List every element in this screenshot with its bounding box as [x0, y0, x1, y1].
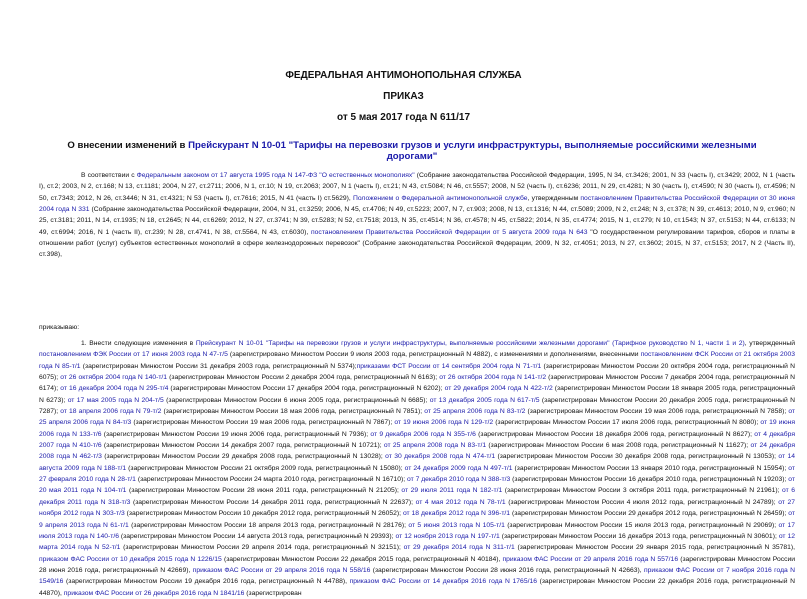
- amendment-link[interactable]: от 14 августа 2009 года N 188-т/1: [39, 453, 795, 472]
- amendment-link[interactable]: от 29 июля 2011 года N 182-т/1: [401, 487, 503, 495]
- item-text: (зарегистрирован Минюстом России 16 декабря 2013 года, регистрационный N 30601);: [499, 532, 779, 540]
- amendment-link[interactable]: от 4 декабря 2007 года N 410-т/6: [39, 430, 796, 450]
- item-text: (зарегистрирован Минюстом России 28 июня 2016 года, регистрационный N 42669),: [39, 555, 796, 574]
- item-text: (зарегистрировано Минюстом России 9 июля 2003 года, регистрационный N 4882), с изменениями и дополнениями, внесенными: [227, 351, 641, 359]
- amendment-link[interactable]: приказом ФАС России от 10 декабря 2015 года N 1226/15: [39, 555, 222, 563]
- amendment-link[interactable]: от 9 декабря 2006 года N 355-т/6: [370, 430, 476, 438]
- item-text: (зарегистрирован Минюстом России 20 декабря 2005 года, регистрационный N 7287);: [39, 396, 795, 416]
- item-text: (зарегистрирован Минюстом России 19 мая 2006 года, регистрационный N 7867);: [131, 419, 395, 427]
- item-text: , утвержденный: [744, 340, 795, 347]
- item-text: (зарегистрирован Минюстом России 22 декабря 2015 года, регистрационный N 40184),: [221, 555, 503, 563]
- item-text: (зарегистрирован Минюстом России 3 октября 2011 года, регистрационный N 21961);: [502, 487, 783, 495]
- item-text: (зарегистрирован Минюстом России 10 декабря 2012 года, регистрационный N 26052);: [124, 510, 403, 518]
- amendment-link[interactable]: постановлением ФСК России от 21 октября 2003 года N 85-т/1: [39, 351, 796, 370]
- preamble-text: "О государственном регулировании тарифов, сборов и платы в отношении работ (услуг) субъектов естественных монополий в сфере железнодорожных перевозок" (Собрание законодательства Российской Федерации, 2009, N 32, ст.4051; 2013, N 27, ст.3602; 2015, N 37, ст.5153; 2017, N 2 (Часть II), ст.398),: [39, 228, 795, 259]
- item-text: (зарегистрирован Минюстом России 29 апреля 2014 года, регистрационный N 32151);: [120, 544, 404, 552]
- amendment-link[interactable]: приказом ФАС России от 29 апреля 2016 года N 557/16: [502, 555, 679, 563]
- amendment-link[interactable]: от 12 ноября 2013 года N 197-т/1: [395, 532, 500, 540]
- government-decree-643-link[interactable]: постановлением Правительства Российской Федерации от 5 августа 2009 года N 643: [310, 228, 588, 236]
- amendment-link[interactable]: Прейскурант N 10-01 "Тарифы на перевозки грузов и услуги инфраструктуры, выполняемые российскими железными дорогами" (Тарифное руководство N 1, части 1 и 2): [195, 340, 745, 347]
- item-text: (зарегистрирован Минюстом России 31 декабря 2003 года, регистрационный N 5374);: [80, 362, 357, 370]
- amendment-link[interactable]: от 26 октября 2004 года N 140-т/1: [60, 374, 168, 382]
- amendment-link[interactable]: от 9 апреля 2013 года N 61-т/1: [39, 510, 795, 529]
- preamble-text: В соответствии с: [81, 172, 137, 179]
- item-text: (зарегистрирован Минюстом России 15 июля 2013 года, регистрационный N 29069);: [504, 521, 779, 529]
- item-text: (зарегистрирован Минюстом России 13 января 2010 года, регистрационный N 15954);: [512, 464, 789, 472]
- item-text: 1. Внести следующие изменения в: [81, 340, 196, 347]
- document-type: ПРИКАЗ: [383, 91, 424, 102]
- item-text: (зарегистрирован Минюстом России 4 июля 2012 года, регистрационный N 24789);: [505, 498, 779, 506]
- item-text: (зарегистрирован Минюстом России 29 декабря 2012 года, регистрационный N 26459);: [510, 510, 789, 518]
- amendment-link[interactable]: приказами ФСТ России от 14 сентября 2004 года N 71-т/1: [356, 362, 542, 370]
- amendment-link[interactable]: от 29 декабря 2014 года N 311-т/1: [403, 544, 515, 552]
- amendment-link[interactable]: от 12 марта 2014 года N 52-т/1: [39, 532, 796, 552]
- amendment-link[interactable]: от 19 июня 2006 года N 129-т/2: [394, 419, 494, 427]
- federal-law-link[interactable]: Федеральным законом от 17 августа 1995 года N 147-ФЗ "О естественных монополиях": [136, 172, 415, 179]
- amendment-link[interactable]: от 24 декабря 2009 года N 497-т/1: [404, 464, 513, 472]
- preamble-text: (Собрание законодательства Российской Федерации, 2004, N 31, ст.3259; 2006, N 45, ст.4706; N 49, ст.5223; 2007, N 7, ст.903; 2008, N 13, ст.1316; N 44, ст.5089; 2009, N 2, ст.248; N 3, ст.378; N 39, ст.4613; 2010, N 9, ст.960; N 25, ст.3181; 2011, N 14, ст.1935; N 18, ст.2645; N 44, ст.6269; 2012, N 27, ст.3741; N 39, ст.5283; N 52, ст.7518; 2013, N 35, ст.4514; N 36, ст.4578; N 45, ст.5822; 2014, N 35, ст.4774; 2015, N 1, ст.279; N 10, ст.1543; N 37, ст.5153; N 44, ст.6133; N 49, ст.6994; 2016, N 1 (часть II), ст.239; N 28, ст.4741, N 38, ст.5564, N 43, ст.6030),: [39, 206, 795, 236]
- item-text: (зарегистрирован Минюстом России 19 мая 2006 года, регистрационный N 7858);: [525, 408, 789, 416]
- amendment-link[interactable]: от 27 февраля 2010 года N 28-т/1: [39, 464, 795, 484]
- subject-prefix: О внесении изменений в: [67, 140, 189, 151]
- item-text: (зарегистрирован Минюстом России 16 декабря 2010 года, регистрационный N 19203);: [510, 476, 789, 484]
- item-text: (зарегистрирован Минюстом России 28 июня 2016 года, регистрационный N 42663),: [370, 566, 645, 574]
- item-text: (зарегистрирован Минюстом России 28 июня 2011 года, регистрационный N 21205);: [126, 487, 402, 495]
- item-text: (зарегистрирован: [244, 589, 302, 597]
- amendment-link[interactable]: от 17 июля 2013 года N 140-т/6: [39, 521, 795, 540]
- amendment-link[interactable]: от 19 июня 2006 года N 133-т/6: [39, 419, 796, 438]
- item-text: (зарегистрирован Минюстом России 29 декабря 2008 года, регистрационный N 13028);: [101, 453, 386, 461]
- item-text: (зарегистрирован Минюстом России 24 марта 2010 года, регистрационный N 16710);: [135, 476, 407, 484]
- item-text: (зарегистрирован Минюстом России 6 июня 2005 года, регистрационный N 6685);: [163, 396, 430, 404]
- fas-regulation-link[interactable]: Положением о Федеральной антимонопольной службе: [352, 194, 528, 202]
- amendment-link[interactable]: от 25 апреля 2006 года N 83-т/2: [424, 408, 526, 416]
- amendment-link[interactable]: от 25 апреля 2008 года N 83-т/1: [383, 442, 487, 450]
- amendment-link[interactable]: от 17 мая 2005 года N 204-т/5: [67, 396, 164, 404]
- document-date-number: от 5 мая 2017 года N 611/17: [336, 112, 471, 123]
- item-text: (зарегистрирован Минюстом России 19 декабря 2016 года, регистрационный N 44788),: [63, 578, 350, 586]
- item-text: (зарегистрирован Минюстом России 19 июня 2006 года, регистрационный N 7936);: [101, 430, 371, 438]
- amendment-link[interactable]: постановлением ФЭК России от 17 июня 2003 года N 47-т/5: [39, 351, 228, 359]
- amendment-link[interactable]: от 26 октября 2004 года N 141-т/2: [439, 374, 547, 382]
- item-text: (зарегистрирован Минюстом России 22 декабря 2016 года, регистрационный N 44870),: [39, 578, 795, 597]
- preamble-text: , утвержденным: [527, 194, 581, 202]
- item-text: (зарегистрирован Минюстом России 20 октября 2004 года, регистрационный N 6075);: [39, 362, 795, 382]
- amendment-link[interactable]: от 16 декабря 2004 года N 295-т/4: [60, 385, 169, 393]
- item-text: (зарегистрирован Минюстом России 30 декабря 2008 года, регистрационный N 13053);: [495, 453, 779, 461]
- amendment-link[interactable]: от 6 декабря 2011 года N 318-т/3: [39, 487, 796, 506]
- amendment-link[interactable]: от 4 мая 2012 года N 78-т/1: [415, 498, 506, 506]
- amendment-link[interactable]: от 7 декабря 2010 года N 388-т/3: [407, 476, 511, 484]
- item-text: (зарегистрирован Минюстом России 21 октября 2009 года, регистрационный N 15080);: [126, 464, 405, 472]
- item-text: (зарегистрирован Минюстом России 18 мая 2006 года, регистрационный N 7851);: [161, 408, 425, 416]
- tariff-price-list-link[interactable]: Прейскурант N 10-01 "Тарифы на перевозки грузов и услуги инфраструктуры, выполняемые российскими железными дорогами": [188, 140, 757, 162]
- amendment-link[interactable]: от 20 мая 2011 года N 104-т/1: [39, 476, 795, 495]
- amendment-link[interactable]: от 24 декабря 2008 года N 462-т/3: [39, 442, 795, 461]
- item-text: (зарегистрирован Минюстом России 17 июля 2006 года, регистрационный N 8080);: [493, 419, 761, 427]
- amendment-link[interactable]: приказом ФАС России от 26 декабря 2016 года N 1841/16: [63, 589, 245, 597]
- amendment-link[interactable]: от 18 апреля 2006 года N 79-т/2: [60, 408, 162, 416]
- preamble-text: (Собрание законодательства Российской Федерации, 1995, N 34, ст.3426; 2001, N 33 (часть I), ст.3429; 2002, N 1 (часть I), ст.2; 2003, N 2, ст.168; N 13, ст.1181; 2004, N 27, ст.2711; 2006, N 1, ст.10; N 19, ст.2063; 2007, N 1 (часть I), ст.21; N 43, ст.5084; N 46, ст.5557; 2008, N 52 (часть I), ст.6236; 2011, N 29, ст.4281; N 30 (часть I), ст.4590; N 30 (часть I), ст.4596; N 50, ст.7343; 2012, N 26, ст.3446; N 31, ст.4321; N 53 (часть I), ст.7616; 2015, N 41 (часть I) ст.5629),: [39, 172, 795, 202]
- document-subject: [42, 140, 782, 162]
- item-text: (зарегистрирован Минюстом России 18 апреля 2013 года, регистрационный N 28176);: [128, 521, 409, 529]
- item-text: (зарегистрирован Минюстом России 14 декабря 2011 года, регистрационный N 22637);: [130, 498, 416, 506]
- item-1-paragraph: [39, 338, 795, 599]
- amendment-link[interactable]: приказом ФАС России от 29 апреля 2016 года N 558/16: [192, 566, 371, 574]
- item-text: (зарегистрирован Минюстом России 14 декабря 2007 года, регистрационный N 10721);: [101, 442, 384, 450]
- preamble-paragraph: [39, 170, 795, 261]
- amendment-link[interactable]: от 29 декабря 2004 года N 422-т/2: [444, 385, 553, 393]
- government-decree-331-link[interactable]: постановлением Правительства Российской Федерации от 30 июня 2004 года N 331: [39, 194, 795, 214]
- item-text: (зарегистрирован Минюстом России 14 августа 2013 года, регистрационный N 29393);: [118, 532, 396, 540]
- amendment-link[interactable]: от 25 апреля 2006 года N 84-т/3: [39, 408, 796, 427]
- amendment-link[interactable]: от 13 декабря 2005 года N 617-т/5: [429, 396, 540, 404]
- amendment-link[interactable]: от 5 июня 2013 года N 105-т/1: [408, 521, 505, 529]
- agency-heading: ФЕДЕРАЛЬНАЯ АНТИМОНОПОЛЬНАЯ СЛУЖБА: [285, 70, 522, 81]
- item-text: (зарегистрирован Минюстом России 17 декабря 2004 года, регистрационный N 6202);: [168, 385, 445, 393]
- amendment-link[interactable]: приказом ФАС России от 7 ноября 2016 года N 1549/16: [39, 566, 795, 586]
- amendment-link[interactable]: от 18 декабря 2012 года N 396-т/1: [402, 510, 511, 518]
- item-text: (зарегистрирован Минюстом России 18 января 2005 года, регистрационный N 6273);: [39, 385, 795, 404]
- item-text: (зарегистрирован Минюстом России 29 января 2015 года, регистрационный N 35781),: [514, 544, 795, 552]
- item-text: (зарегистрирован Минюстом России 6 мая 2008 года, регистрационный N 11627);: [486, 442, 751, 450]
- amendment-link[interactable]: приказом ФАС России от 14 декабря 2016 года N 1765/16: [349, 578, 537, 586]
- item-text: (зарегистрирован Минюстом России 7 декабря 2004 года, регистрационный N 6174);: [39, 374, 795, 393]
- amendment-link[interactable]: от 30 декабря 2008 года N 474-т/1: [385, 453, 496, 461]
- item-text: (зарегистрирован Минюстом России 18 декабря 2006 года, регистрационный N 8627);: [475, 430, 755, 438]
- orders-label: приказываю:: [39, 324, 80, 331]
- item-text: (зарегистрирован Минюстом России 2 декабря 2004 года, регистрационный N 6163);: [167, 374, 440, 382]
- amendment-link[interactable]: от 27 ноября 2012 года N 303-т/3: [39, 498, 796, 518]
